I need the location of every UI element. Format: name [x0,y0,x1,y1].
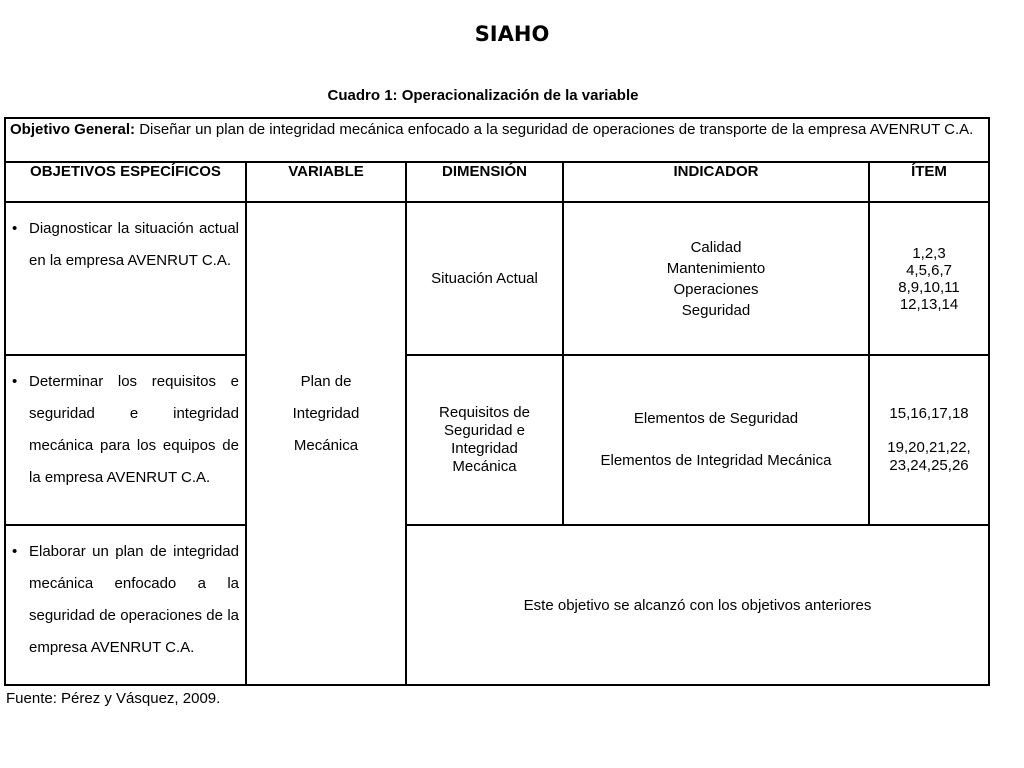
indicator-cell-1 [563,202,869,355]
objective-cell-3 [5,525,246,685]
header-objetivos: OBJETIVOS ESPECÍFICOS [5,162,246,202]
operationalization-table [4,117,990,686]
dimension-cell-2 [406,355,563,525]
objective-general-text: Diseñar un plan de integridad mecánica enfocado a la seguridad de operaciones de transporte de la empresa AVENRUT C.A. [135,121,974,138]
indicator-item: Mantenimiento [666,259,766,277]
header-variable: VARIABLE [246,162,406,202]
objective-text-2: Determinar los requisitos e seguridad e integridad mecánica para los equipos de la empresa AVENRUT C.A. [29,373,239,486]
merged-note-cell: Este objetivo se alcanzó con los objetivos anteriores [406,525,989,685]
bullet: • [12,220,18,237]
dimension-cell-1: Situación Actual [406,202,563,355]
indicator-item: Operaciones [673,280,759,298]
indicator-item: Calidad [690,238,742,256]
item-cell-1 [869,202,989,355]
table-source: Fuente: Pérez y Vásquez, 2009. [6,690,221,707]
header-dimension: DIMENSIÓN [406,162,563,202]
bullet: • [12,543,18,560]
variable-text: Plan de Integridad Mecánica [292,372,360,454]
table-row [5,525,989,685]
table-caption: Cuadro 1: Operacionalización de la variable [327,87,639,104]
objective-cell-1 [5,202,246,355]
objective-general-label: Objetivo General: [10,121,136,138]
item-entry: 4,5,6,7 [906,261,952,279]
variable-cell [246,202,406,685]
table-row [5,202,989,355]
objective-text-3: Elaborar un plan de integridad mecánica enfocado a la seguridad de operaciones de la empresa AVENRUT C.A. [29,543,239,656]
indicator-item: Seguridad [681,301,751,319]
dimension-text-2: Requisitos de Seguridad e Integridad Mecánica [439,404,530,475]
indicator-item: Elementos de Integridad Mecánica [600,452,832,469]
slide-title: SIAHO [474,22,550,46]
item-entry: 1,2,3 [912,244,946,262]
item-entry: 19,20,21,22, 23,24,25,26 [887,439,971,474]
header-row [5,162,989,202]
table-row [5,355,989,525]
objective-text-1: Diagnosticar la situación actual en la empresa AVENRUT C.A. [29,220,239,269]
table-row [5,118,989,162]
bullet: • [12,373,18,390]
header-item: ÍTEM [869,162,989,202]
item-entry: 8,9,10,11 [898,278,960,296]
item-cell-2 [869,355,989,525]
indicator-item: Elementos de Seguridad [633,410,799,427]
header-indicador: INDICADOR [563,162,869,202]
item-entry: 15,16,17,18 [889,405,969,422]
item-entry: 12,13,14 [899,295,959,313]
objective-cell-2 [5,355,246,525]
objective-general-cell [5,118,989,162]
indicator-cell-2 [563,355,869,525]
